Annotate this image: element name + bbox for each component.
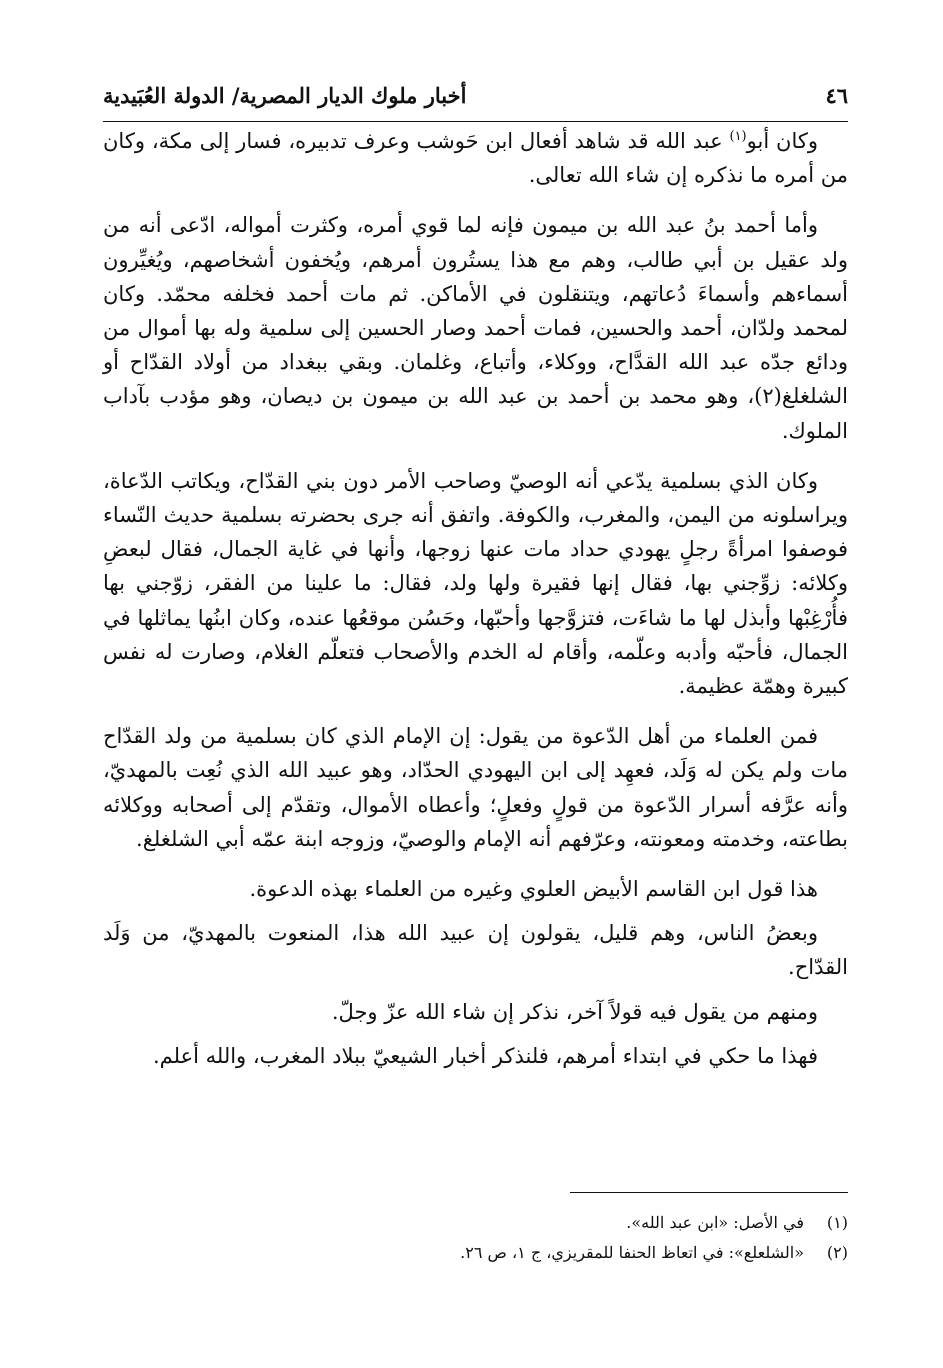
footnote-text: في الأصل: «ابن عبد الله». xyxy=(626,1213,804,1232)
footnote-number: (٢) xyxy=(826,1243,848,1262)
paragraph: هذا قول ابن القاسم الأبيض العلوي وغيره من العلماء بهذه الدعوة. xyxy=(249,877,818,902)
header-rule xyxy=(103,121,848,122)
footnote-text: «الشلعلع»: في اتعاظ الحنفا للمقريزي، ج ١، ص ٢٦. xyxy=(460,1243,804,1262)
paragraph: فمن العلماء من أهل الدّعوة من يقول: إن الإمام الذي كان بسلمية من ولد القدّاح مات ولم يكن له وَلَد، فعهِد إلى ابن اليهودي الحدّاد، وهو عبيد الله الذي نُعِت بالمهديّ، وأنه عرَّفه أسرار الدّعوة من قولٍ وفعلٍ؛ وأعطاه الأموال، وتقدّم إلى أصحابه ووكلائه بطاعته، وخدمته ومعونته، وعرّفهم أنه الإمام والوصيّ، وزوجه ابنة عمّه أبي الشلغلغ. xyxy=(103,724,848,851)
footnote-rule xyxy=(570,1192,848,1193)
footnote-number: (١) xyxy=(826,1213,848,1232)
footnote xyxy=(103,1238,848,1268)
paragraph: وبعضُ الناس، وهم قليل، يقولون إن عبيد الله هذا، المنعوت بالمهديّ، من وَلَد القدّاح. xyxy=(103,921,848,980)
page-header xyxy=(103,76,848,114)
paragraph: ومنهم من يقول فيه قولاً آخر، نذكر إن شاء الله عزّ وجلّ. xyxy=(331,999,818,1024)
paragraph: فهذا ما حكي في ابتداء أمرهم، فلنذكر أخبار الشيعيّ ببلاد المغرب، والله أعلم. xyxy=(152,1043,818,1068)
main-text xyxy=(103,124,848,1083)
page-number: ٤٦ xyxy=(825,82,848,108)
footnote-reference: (١) xyxy=(729,129,747,144)
paragraph: وأما أحمد بنُ عبد الله بن ميمون فإنه لما قوي أمره، وكثرت أمواله، ادّعى أنه من ولد عقيل بن أبي طالب، وهم مع هذا يستُرون أمرهم، ويُخفون أشخاصهم، ويُغيِّرون أسماءهم وأسماءَ دُعاتهم، ويتنقلون في الأماكن. ثم مات أحمد فخلفه محمّد. وكان لمحمد ولدّان، أحمد والحسين، فمات أحمد وصار الحسين إلى سلمية وله بها أموال من ودائع جدّه عبد الله القدَّاح، ووكلاء، وأتباع، وغلمان. وبقي ببغداد من أولاد القدّاح أو الشلغلغ(٢)، وهو محمد بن أحمد بن عبد الله بن ميمون بن ديصان، وهو مؤدب بآداب الملوك. xyxy=(103,213,848,443)
footnotes xyxy=(103,1208,848,1268)
paragraph: وكان الذي بسلمية يدّعي أنه الوصيّ وصاحب الأمر دون بني القدّاح، ويكاتب الدّعاة، ويراسلونه من اليمن، والمغرب، والكوفة. واتفق أنه جرى بحضرته بسلمية حديث النّساء فوصفوا امرأةً رجلٍ يهودي حداد مات عنها زوجها، وأنها في غاية الجمال، فقال لبعضِ وكلائه: زوِّجني بها، فقال إنها فقيرة ولها ولد، فقال: ما علينا من الفقر، زوّجني بها فأُرْغِبْها وأبذل لها ما شاءَت، فتزوَّجها وأحبّها، وحَسُن موقعُها عنده، وكان ابنُها يماثلها في الجمال، فأحبّه وأدبه وعلّمه، وأقام له الخدم والأصحاب فتعلّم الغلام، وصارت له نفس كبيرة وهمّة عظيمة. xyxy=(103,468,848,699)
footnote xyxy=(103,1208,848,1238)
running-title: أخبار ملوك الديار المصرية/ الدولة العُبَيدية xyxy=(103,82,467,108)
paragraph: وكان أبو$^{(١)}$ عبد الله قد شاهد أفعال ابن حَوشب وعرف تدبيره، فسار إلى مكة، وكان من أمره ما نذكره إن شاء الله تعالى. xyxy=(103,129,848,188)
